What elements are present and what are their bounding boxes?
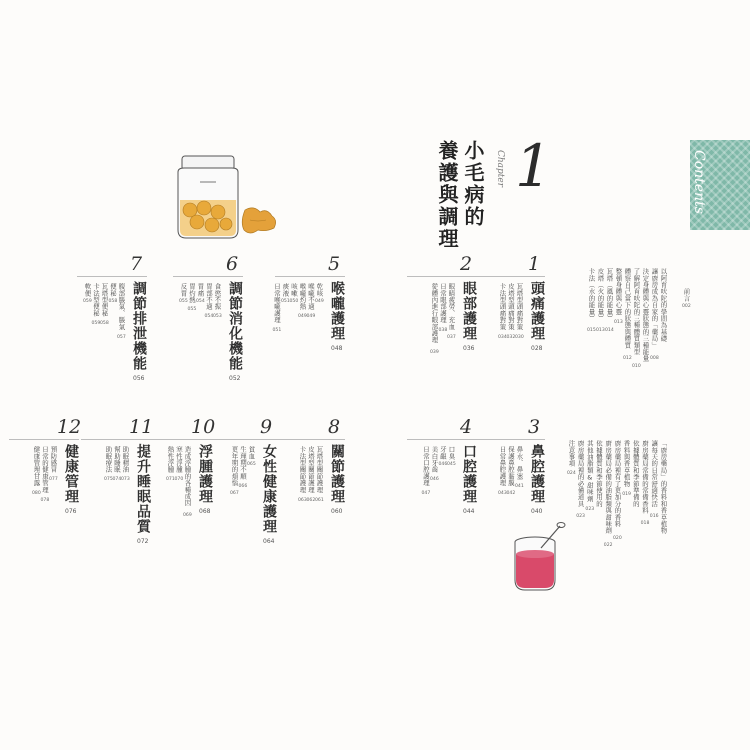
section-item-page: 059 — [91, 321, 101, 326]
section-item: 喉嚨不適 — [306, 283, 315, 310]
section-item-page: 049 — [315, 299, 324, 305]
chapter-word: Chapter — [495, 150, 505, 188]
preface-item-page: 022 — [603, 542, 613, 548]
section-item: 瓦塔型頭痛對策 — [515, 283, 524, 330]
preface-item: 整頓身體與心靈 — [614, 268, 623, 315]
preface-item-page: 023 — [585, 506, 595, 512]
section-item-page: 078 — [40, 498, 50, 504]
section-item-page: 066 — [238, 484, 248, 489]
preface-item-page: 019 — [622, 492, 631, 498]
section-rule — [9, 439, 79, 440]
section-item-page: 059 — [83, 299, 92, 305]
section-item: 日常的健康管理 — [40, 446, 49, 493]
preface-item: 前言 — [682, 288, 691, 302]
chapter-number: 1 — [515, 132, 552, 200]
section-item: 從體內進行眼部護理 — [430, 283, 439, 344]
section-item-page: 071 — [166, 476, 175, 482]
section-item: 更年期的煩惱 — [230, 446, 239, 487]
section-item: 胃痛 — [196, 283, 205, 297]
section-item-page: 043 — [498, 491, 507, 497]
section-number: 8 — [328, 416, 341, 438]
section-item: 口臭 — [447, 446, 456, 460]
section-page: 028 — [531, 345, 543, 352]
section-item: 預防感冒 — [49, 446, 58, 473]
preface-item: 廚房藥局裡的必備道具 — [576, 440, 585, 507]
section-number: 7 — [130, 253, 143, 275]
section-page: 072 — [137, 538, 149, 545]
section-page: 036 — [463, 345, 475, 352]
section-item: 痰液 — [281, 283, 290, 297]
section-item-page: 049 — [298, 313, 307, 319]
section-title: 關節護理 — [329, 444, 345, 504]
section-item-page: 080 — [32, 491, 41, 497]
section-item-page: 053 — [213, 313, 222, 319]
section-rule — [275, 439, 345, 440]
section-number: 4 — [460, 416, 473, 438]
section-rule — [475, 439, 545, 440]
section-title: 喉嚨護理 — [329, 281, 345, 341]
preface-item: 了解阿育吠陀的三種體質類型 — [632, 268, 641, 356]
section-item-page: 069 — [183, 512, 192, 518]
section-item: 胃灼熱 — [187, 283, 196, 304]
section-rule — [143, 439, 213, 440]
section-item-page: 037 — [447, 335, 456, 341]
section-item: 鼻水、鼻塞 — [515, 446, 524, 480]
section-item-page: 046 — [438, 462, 448, 468]
section-page: 060 — [331, 508, 343, 515]
section-number: 9 — [260, 416, 273, 438]
section-item: 皮塔型頭痛對策 — [506, 283, 515, 330]
section-rule — [407, 276, 477, 277]
preface-item: 依據體質和季節準備的 — [631, 440, 640, 507]
section-item-page: 047 — [421, 491, 431, 497]
section-item-page: 042 — [506, 491, 516, 497]
section-item: 助眠精油 — [121, 446, 130, 473]
section-page: 076 — [65, 508, 77, 515]
section-title: 健康管理 — [63, 444, 79, 504]
section-item: 卡法型關節護理 — [298, 446, 307, 493]
section-item: 貧血 — [247, 446, 256, 460]
section-item-page: 039 — [430, 349, 439, 355]
preface-item-page: 014 — [605, 327, 614, 333]
section-item: 乾咳 — [315, 283, 324, 297]
section-title: 調節消化機能 — [227, 281, 243, 371]
section-item-page: 061 — [315, 498, 324, 504]
preface-item: 體察自己當下的狀態與體質 — [623, 268, 632, 349]
preface-item: 讓廚房成為自家的「藥局」 — [650, 268, 659, 349]
section-rule — [77, 276, 147, 277]
section-item-page: 038 — [438, 328, 448, 334]
section-item-page: 034 — [498, 335, 507, 341]
section-item: 喉嚨灼熱 — [298, 283, 307, 310]
section-item-page: 073 — [121, 476, 130, 482]
preface-item-page: 013 — [596, 327, 605, 333]
preface-item: 卡法（水的能量） — [587, 268, 596, 322]
preface-item-page: 016 — [649, 514, 659, 519]
section-page: 052 — [229, 375, 241, 382]
preface-item: 依據體質和季節使用的 — [595, 440, 603, 507]
section-item: 日常眼部護理 — [438, 283, 447, 324]
section-item: 熱性浮腫 — [166, 446, 175, 473]
section-item: 健康管理甘露 — [32, 446, 41, 487]
section-item-page: 054 — [196, 299, 205, 305]
section-item-page: 077 — [49, 476, 58, 482]
section-item: 保護鼻腔黏膜 — [506, 446, 515, 487]
section-rule — [275, 276, 345, 277]
section-item-page: 058 — [108, 299, 118, 305]
section-rule — [207, 439, 277, 440]
preface-item: 廚房藥局常備的常備香料 — [641, 440, 649, 514]
section-item-page: 075 — [104, 476, 113, 482]
section-item-page: 063 — [298, 498, 307, 504]
section-item: 日常鼻腔護理 — [498, 446, 507, 487]
section-item: 反胃 — [179, 283, 188, 297]
section-number: 12 — [57, 416, 82, 438]
preface-item: 「廚房藥局」的香料和香草植物 — [659, 440, 668, 534]
chapter-title-line1: 小毛病的 — [461, 140, 485, 228]
orange-jar-illustration — [170, 150, 290, 245]
section-item: 日常口腔護理 — [421, 446, 430, 487]
section-item: 皮塔型關節護理 — [306, 446, 315, 493]
section-number: 5 — [328, 253, 341, 275]
section-item-page: 055 — [187, 306, 197, 312]
section-number: 11 — [129, 416, 154, 438]
section-item: 牙齦 — [438, 446, 447, 460]
section-item: 瓦塔型便秘 — [100, 283, 109, 317]
section-item-page: 046 — [430, 476, 439, 482]
section-title: 鼻腔護理 — [529, 444, 545, 504]
preface-item-page: 002 — [682, 304, 691, 310]
section-item: 便秘 — [108, 283, 117, 297]
section-item-page: 067 — [230, 491, 239, 497]
section-rule — [475, 276, 545, 277]
section-item-page: 055 — [179, 299, 188, 305]
preface-item: 皮塔（火的能量） — [596, 268, 605, 322]
section-item: 寒性浮腫 — [174, 446, 183, 473]
section-item: 瓦塔型關節護理 — [315, 446, 324, 493]
section-item: 眼睛疲勞、充血 — [447, 283, 456, 330]
section-item: 美白牙齒 — [430, 446, 439, 473]
section-rule — [81, 439, 151, 440]
section-item: 助眠療法 — [104, 446, 113, 473]
preface-item-page: 020 — [613, 535, 622, 541]
section-number: 3 — [528, 416, 541, 438]
section-item-page: 065 — [247, 462, 256, 468]
section-item: 生理期不順 — [238, 446, 247, 480]
preface-item: 其他油脂類&甜味劑 — [585, 440, 594, 502]
chapter-title-line2: 養護與調理 — [435, 140, 459, 250]
section-item-page: 074 — [112, 476, 122, 482]
section-number: 1 — [528, 253, 541, 275]
section-item-page: 041 — [515, 484, 524, 489]
section-item: 咳嗽 — [289, 283, 298, 297]
section-number: 6 — [226, 253, 239, 275]
section-item-page: 045 — [447, 462, 456, 468]
section-number: 2 — [460, 253, 473, 275]
section-item-page: 058 — [100, 321, 109, 326]
section-page: 064 — [263, 538, 275, 545]
section-title: 提升睡眠品質 — [135, 444, 151, 534]
section-page: 056 — [133, 375, 145, 382]
section-title: 女性健康護理 — [261, 444, 277, 534]
section-item-page: 030 — [515, 335, 524, 341]
section-item: 軟便 — [83, 283, 92, 297]
section-item-page: 054 — [204, 313, 214, 319]
section-item: 幫助睡眠 — [112, 446, 121, 473]
preface-item: 以阿育吠陀的學問為基礎 — [659, 268, 668, 342]
section-item: 日常喉嚨護理 — [272, 283, 281, 324]
section-title: 眼部護理 — [461, 281, 477, 341]
preface-item: 廚房藥局裡有了更加分的香料 — [613, 440, 622, 528]
section-item: 卡法型便秘 — [91, 283, 100, 317]
section-rule — [173, 276, 243, 277]
preface-item-page: 012 — [623, 356, 632, 362]
preface-item: 香料與香草植物 — [622, 440, 631, 487]
section-rule — [407, 439, 477, 440]
section-item-page: 062 — [306, 498, 316, 504]
section-title: 頭痛護理 — [529, 281, 545, 341]
section-item: 造成浮腫的各種成因 — [183, 446, 192, 507]
section-number: 10 — [191, 416, 216, 438]
section-item-page: 049 — [306, 313, 316, 319]
section-item: 食慾不振 — [213, 283, 222, 310]
section-item-page: 032 — [506, 335, 516, 341]
section-item: 卡法型頭痛對策 — [498, 283, 507, 330]
section-item-page: 051 — [272, 328, 282, 334]
jam-jar-illustration — [505, 520, 575, 595]
section-title: 口腔護理 — [461, 444, 477, 504]
section-item: 腹部脹氣、脹氣 — [117, 283, 126, 330]
section-page: 040 — [531, 508, 543, 515]
section-item-page: 050 — [289, 299, 299, 305]
preface-item-page: 008 — [650, 356, 659, 362]
preface-item-page: 015 — [587, 327, 596, 333]
section-item-page: 057 — [117, 335, 126, 341]
section-item-page: 051 — [281, 299, 290, 305]
section-item-page: 070 — [174, 476, 184, 482]
preface-item: 瓦塔（風的能量） — [605, 268, 614, 322]
preface-item-page: 013 — [614, 320, 623, 326]
preface-item: 讓每天的日常舒適快活 — [650, 440, 659, 507]
contents-label: Contents — [691, 150, 707, 214]
preface-item: 廚房藥局必備的油脂類與甜味劑 — [604, 440, 613, 534]
section-page: 044 — [463, 508, 475, 515]
preface-item-page: 018 — [640, 521, 650, 527]
preface-item-page: 010 — [632, 363, 641, 369]
section-title: 調節排泄機能 — [131, 281, 147, 371]
preface-item: 決定身體與心靈狀態的三種能量 — [641, 268, 650, 362]
preface-item: 注意事項 — [567, 440, 576, 467]
preface-item-page: 024 — [567, 470, 576, 476]
section-item: 胃部不適 — [204, 283, 213, 310]
preface-item-page: 023 — [576, 514, 585, 519]
section-page: 048 — [331, 345, 343, 352]
section-title: 浮腫護理 — [197, 444, 213, 504]
section-page: 068 — [199, 508, 211, 515]
